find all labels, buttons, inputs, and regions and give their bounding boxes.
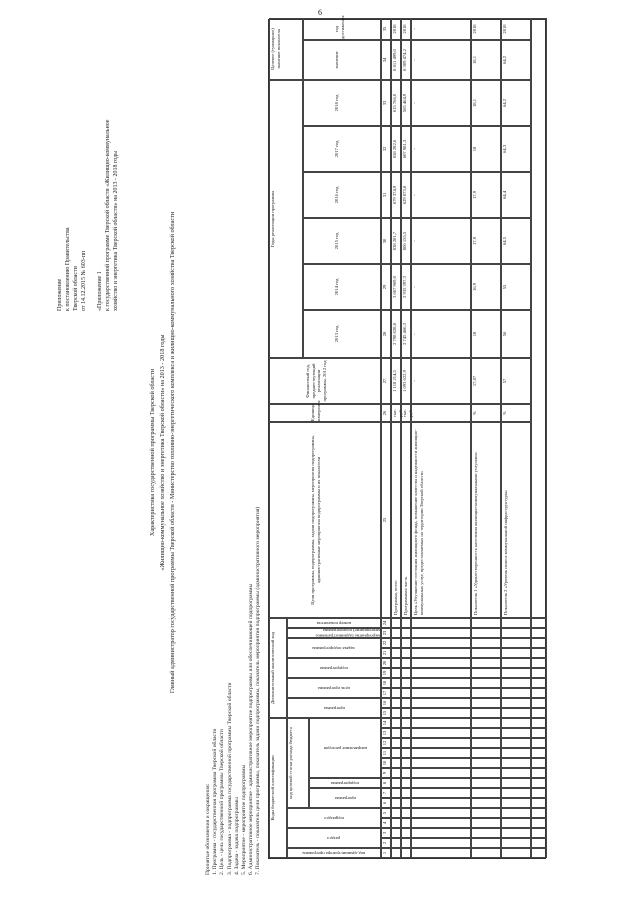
code-cell: [391, 628, 401, 638]
code-cell: [391, 698, 401, 708]
header-unit: Единица измерения: [269, 404, 381, 422]
row-unit: тыс. руб.: [401, 404, 411, 422]
code-cell: [531, 668, 547, 678]
code-cell: [401, 668, 411, 678]
code-cell: [501, 618, 531, 628]
code-cell: [391, 818, 401, 828]
row-year-value: 18: [471, 126, 501, 172]
header-year: 2018 год: [303, 80, 381, 126]
code-cell: [391, 768, 401, 778]
code-cell: [391, 648, 401, 658]
code-cell: [391, 638, 401, 648]
code-cell: [401, 708, 411, 718]
code-cell: [391, 728, 401, 738]
column-number: 12: [381, 738, 391, 748]
column-number: 11: [381, 748, 391, 758]
code-cell: [411, 718, 471, 728]
header-admin-code: код администратора программы: [287, 848, 381, 858]
note-line: 7. Показатель - показатель цели программы, показатель задачи подпрограммы, показатель мероприятия подпрограммы (административного мероприятия): [255, 506, 262, 875]
column-number: 4: [381, 818, 391, 828]
column-number: 30: [381, 218, 391, 264]
column-number: 28: [381, 310, 391, 358]
code-cell: [531, 638, 547, 648]
row-year-value: -: [411, 126, 471, 172]
code-cell: [531, 708, 547, 718]
code-cell: [391, 688, 401, 698]
row-label: Показатель 2 «Уровень износа коммунальной инфраструктуры»: [501, 422, 531, 618]
code-cell: [401, 638, 411, 648]
code-cell: [401, 828, 411, 838]
row-year-value: 2 798 828,8: [391, 310, 401, 358]
code-cell: [411, 688, 471, 698]
row-year-value: 18,1: [471, 80, 501, 126]
row-year-value: -: [411, 218, 471, 264]
header-fin-year: Финансовый год, предшествующий реализации программы, 2012 год: [269, 358, 381, 404]
appendix-line: от 14.12.2015 № 603-пп: [81, 250, 87, 311]
code-cell: [531, 718, 547, 728]
header-subsection: подраздел: [287, 808, 381, 828]
row-target-value: 8 611 499,0: [391, 40, 401, 80]
code-cell: [471, 748, 501, 758]
code-cell: [471, 688, 501, 698]
row-target-value: 18,1: [471, 40, 501, 80]
row-year-value: 658 282,6: [391, 126, 401, 172]
code-cell: [411, 798, 471, 808]
document-title: Характеристика государственной программы Тверской области: [149, 368, 156, 537]
code-cell: [401, 768, 411, 778]
code-cell: [401, 788, 411, 798]
code-cell: [391, 848, 401, 858]
column-number: 34: [381, 40, 391, 80]
row-unit: тыс. руб.: [391, 404, 401, 422]
row-year-value: 838 281,7: [391, 218, 401, 264]
code-cell: [501, 648, 531, 658]
code-cell: [391, 748, 401, 758]
code-cell: [401, 818, 411, 828]
row-year-value: 55: [501, 264, 531, 310]
code-cell: [411, 708, 471, 718]
code-cell: [471, 738, 501, 748]
row-year-value: 615 766,0: [391, 80, 401, 126]
column-number: 22: [381, 638, 391, 648]
code-cell: [471, 758, 501, 768]
code-cell: [391, 738, 401, 748]
row-unit: [411, 404, 471, 422]
row-year-value: 565 464,9: [401, 80, 411, 126]
row-label: Цель «Улучшение состояния жилищного фонда, повышение качества и надежности жилищно-коммунальных услуг, предоставляемых на территории Тверской области»: [411, 422, 471, 618]
code-cell: [501, 718, 531, 728]
code-cell: [391, 658, 401, 668]
document-subtitle: «Жилищно-коммунальное хозяйство и энергетика Тверской области» на 2013 - 2018 годы: [159, 334, 166, 571]
code-cell: [501, 808, 531, 818]
code-cell: [501, 628, 531, 638]
code-cell: [471, 728, 501, 738]
code-cell: [391, 618, 401, 628]
header-year: 2013 год: [303, 310, 381, 358]
code-cell: [411, 638, 471, 648]
row-target-year: 2018: [401, 18, 411, 40]
column-number: 2: [381, 838, 391, 848]
row-year-value: 17,9: [471, 172, 501, 218]
note-line: 3. Подпрограмма - подпрограмма государственной программы Тверской области: [226, 682, 233, 875]
column-number: 19: [381, 668, 391, 678]
row-year-value: 607 981,3: [401, 126, 411, 172]
code-cell: [391, 708, 401, 718]
code-cell: [501, 818, 531, 828]
code-cell: [531, 658, 547, 668]
header-a-subprogram: подпрограмма: [287, 658, 381, 678]
row-fin-value: 57: [501, 358, 531, 404]
code-cell: [411, 788, 471, 798]
row-year-value: 629 073,8: [401, 172, 411, 218]
code-cell: [531, 818, 547, 828]
row-label: Показатель 1 «Удовлетворенность населения жилищно-коммунальными услугами»: [471, 422, 501, 618]
row-year-value: 64,4: [501, 172, 531, 218]
code-cell: [411, 818, 471, 828]
code-cell: [391, 678, 401, 688]
code-cell: [401, 728, 411, 738]
code-cell: [401, 848, 411, 858]
column-number: 14: [381, 718, 391, 728]
column-number: 1: [381, 848, 391, 858]
header-value: значение: [303, 40, 381, 80]
header-a-indicator: номер показателя: [287, 618, 381, 628]
code-cell: [531, 748, 547, 758]
header-a-task: задача подпрограммы: [287, 638, 381, 658]
code-cell: [391, 798, 401, 808]
code-cell: [471, 698, 501, 708]
code-cell: [401, 838, 411, 848]
code-cell: [391, 718, 401, 728]
code-cell: [471, 678, 501, 688]
code-cell: [401, 758, 411, 768]
code-cell: [411, 668, 471, 678]
header-analytic-code: Дополнительный аналитический код: [269, 618, 287, 718]
column-number: 29: [381, 264, 391, 310]
code-cell: [411, 628, 471, 638]
column-number: 17: [381, 688, 391, 698]
header-year: 2015 год: [303, 218, 381, 264]
code-cell: [501, 838, 531, 848]
code-cell: [531, 648, 547, 658]
code-cell: [501, 698, 531, 708]
code-cell: [531, 688, 547, 698]
code-cell: [411, 778, 471, 788]
code-cell: [391, 838, 401, 848]
row-year-value: 2 745 460,3: [401, 310, 411, 358]
code-cell: [531, 798, 547, 808]
row-fin-value: 17,87: [471, 358, 501, 404]
column-number: 23: [381, 628, 391, 638]
row-year-value: -: [411, 310, 471, 358]
code-cell: [531, 758, 547, 768]
code-cell: [531, 738, 547, 748]
header-year: 2016 год: [303, 172, 381, 218]
code-cell: [411, 768, 471, 778]
code-cell: [531, 788, 547, 798]
code-cell: [471, 848, 501, 858]
appendix-line: к постановлению Правительства: [65, 227, 71, 311]
header-target-code: код целевой статьи расхода бюджета: [287, 718, 309, 808]
note-line: 4. Задача - задача подпрограммы: [233, 797, 240, 875]
code-cell: [531, 728, 547, 738]
code-cell: [531, 828, 547, 838]
code-cell: [391, 828, 401, 838]
code-cell: [471, 708, 501, 718]
row-year-value: 64,5: [501, 218, 531, 264]
code-cell: [471, 768, 501, 778]
code-cell: [501, 758, 531, 768]
code-cell: [391, 778, 401, 788]
note-line: 1. Программа - государственная программа Тверской области: [212, 728, 219, 875]
appendix-block: [56, 120, 120, 311]
row-unit: %: [471, 404, 501, 422]
header-year: 2014 год: [303, 264, 381, 310]
appendix-line: к государственной программе Тверской области «Жилищно-коммунальное: [105, 119, 111, 311]
header-a-event: мероприятие (административное мероприятие) подпрограммы: [287, 628, 381, 638]
code-cell: [471, 798, 501, 808]
header-year-reach: год достижения: [303, 18, 381, 40]
row-year-value: 2 935 397,3: [401, 264, 411, 310]
row-year-value: 679 374,9: [391, 172, 401, 218]
code-cell: [411, 848, 471, 858]
code-cell: [501, 748, 531, 758]
header-final: Целевое (суммарное) значение показателя: [269, 18, 303, 80]
row-year-value: 56: [501, 310, 531, 358]
code-cell: [401, 748, 411, 758]
code-cell: [501, 738, 531, 748]
column-number: 27: [381, 358, 391, 404]
header-years: Годы реализации программы: [269, 80, 303, 358]
row-target-value: 8 309 474,2: [401, 40, 411, 80]
code-cell: [501, 798, 531, 808]
code-cell: [411, 738, 471, 748]
row-year-value: 3 067 969,0: [391, 264, 401, 310]
code-cell: [501, 848, 531, 858]
column-number: 25: [381, 422, 391, 618]
code-cell: [471, 718, 501, 728]
code-cell: [401, 808, 411, 818]
code-cell: [401, 618, 411, 628]
code-cell: [501, 638, 531, 648]
header-a-program: программа: [287, 698, 381, 718]
code-cell: [531, 778, 547, 788]
code-cell: [471, 618, 501, 628]
header-year: 2017 год: [303, 126, 381, 172]
column-number: 33: [381, 80, 391, 126]
header-target-program: программа: [309, 788, 381, 808]
row-year-value: 17,9: [471, 218, 501, 264]
column-number: 18: [381, 678, 391, 688]
row-target-year: -: [411, 18, 471, 40]
header-budget-codes: Коды бюджетной классификации: [269, 718, 287, 858]
code-cell: [391, 808, 401, 818]
header-target-subprogram: подпрограмма: [309, 778, 381, 788]
code-cell: [531, 808, 547, 818]
administrator-line: Главный администратор государственной программы Тверской области - Министерство топливно-энергетического комплекса и жилищно-коммунального хозяйства Тверской области: [169, 211, 176, 694]
code-cell: [401, 628, 411, 638]
code-cell: [471, 638, 501, 648]
code-cell: [391, 788, 401, 798]
code-cell: [391, 668, 401, 678]
appendix-line: хозяйство и энергетика Тверской области» на 2013 - 2018 годы: [113, 150, 119, 311]
row-year-value: 806 155,5: [401, 218, 411, 264]
row-target-value: -: [411, 40, 471, 80]
header-section: раздел: [287, 828, 381, 848]
note-line: 6. Административное мероприятие - административное мероприятие подпрограммы или обеспечивающей подпрограммы: [248, 583, 255, 875]
column-number: 20: [381, 658, 391, 668]
row-year-value: -: [411, 80, 471, 126]
code-cell: [471, 628, 501, 638]
code-cell: [411, 658, 471, 668]
title-block: [148, 0, 178, 905]
code-cell: [391, 758, 401, 768]
code-cell: [501, 678, 531, 688]
row-target-year: 2018: [391, 18, 401, 40]
code-cell: [471, 788, 501, 798]
code-cell: [401, 648, 411, 658]
code-cell: [531, 628, 547, 638]
code-cell: [401, 778, 411, 788]
appendix-line: «Приложение 1: [97, 271, 103, 311]
column-number: 35: [381, 18, 391, 40]
code-cell: [411, 748, 471, 758]
code-cell: [501, 828, 531, 838]
code-cell: [501, 768, 531, 778]
column-number: 9: [381, 768, 391, 778]
code-cell: [401, 698, 411, 708]
notes-block: [205, 507, 263, 875]
column-number: 26: [381, 404, 391, 422]
row-fin-value: 1 118 214,5: [391, 358, 401, 404]
page-number: 6: [318, 8, 322, 17]
code-cell: [471, 778, 501, 788]
row-year-value: -: [411, 264, 471, 310]
row-year-value: -: [411, 172, 471, 218]
code-cell: [501, 728, 531, 738]
code-cell: [411, 618, 471, 628]
note-line: 2. Цель - цель государственной программы Тверской области: [219, 729, 226, 875]
appendix-line: [88, 120, 96, 311]
code-cell: [401, 718, 411, 728]
appendix-line: Тверской области: [73, 266, 79, 311]
code-cell: [471, 818, 501, 828]
code-cell: [531, 618, 547, 628]
code-cell: [501, 788, 531, 798]
code-cell: [501, 708, 531, 718]
program-table: [268, 15, 546, 859]
column-number: 13: [381, 728, 391, 738]
code-cell: [531, 848, 547, 858]
row-year-value: 16,9: [471, 264, 501, 310]
code-cell: [411, 838, 471, 848]
code-cell: [501, 778, 531, 788]
row-fin-value: -: [411, 358, 471, 404]
code-cell: [471, 838, 501, 848]
row-label: Программная часть: [401, 422, 411, 618]
row-unit: %: [501, 404, 531, 422]
column-number: 8: [381, 778, 391, 788]
column-number: 10: [381, 758, 391, 768]
column-number: 31: [381, 172, 391, 218]
column-number: 6: [381, 798, 391, 808]
row-label: Программа, всего: [391, 422, 401, 618]
column-number: 21: [381, 648, 391, 658]
column-number: 15: [381, 708, 391, 718]
code-cell: [471, 648, 501, 658]
row-target-year: 2018: [501, 18, 531, 40]
code-cell: [471, 828, 501, 838]
code-cell: [401, 678, 411, 688]
row-year-value: 64,2: [501, 80, 531, 126]
code-cell: [401, 798, 411, 808]
table-remainder: [531, 18, 547, 618]
code-cell: [471, 658, 501, 668]
code-cell: [531, 838, 547, 848]
code-cell: [411, 828, 471, 838]
column-number: 24: [381, 618, 391, 628]
code-cell: [411, 758, 471, 768]
column-number: 3: [381, 828, 391, 838]
row-fin-value: 1 093 622,9: [401, 358, 411, 404]
code-cell: [501, 658, 531, 668]
column-number: 32: [381, 126, 391, 172]
code-cell: [401, 658, 411, 668]
code-cell: [411, 808, 471, 818]
code-cell: [471, 668, 501, 678]
header-direction: направление расходов: [309, 718, 381, 778]
code-cell: [411, 698, 471, 708]
code-cell: [411, 728, 471, 738]
appendix-line: Приложение: [57, 278, 63, 311]
column-number: 16: [381, 698, 391, 708]
code-cell: [501, 688, 531, 698]
header-a-goal: цель программы: [287, 678, 381, 698]
code-cell: [531, 678, 547, 688]
row-target-year: 2018: [471, 18, 501, 40]
row-year-value: 64,3: [501, 126, 531, 172]
note-line: Принятые обозначения и сокращения:: [205, 783, 211, 875]
code-cell: [401, 688, 411, 698]
column-number: 5: [381, 808, 391, 818]
row-year-value: 18: [471, 310, 501, 358]
header-goals: Цели программы, подпрограммы, задачи подпрограммы, мероприятия подпрограммы, административные мероприятия подпрограммы и их показатели: [269, 422, 381, 618]
code-cell: [501, 668, 531, 678]
note-line: 5. Мероприятие - мероприятие подпрограммы: [241, 764, 248, 875]
code-cell: [531, 698, 547, 708]
code-cell: [411, 648, 471, 658]
code-cell: [411, 678, 471, 688]
column-number: 7: [381, 788, 391, 798]
row-target-value: 64,2: [501, 40, 531, 80]
code-cell: [531, 768, 547, 778]
code-cell: [401, 738, 411, 748]
code-cell: [471, 808, 501, 818]
